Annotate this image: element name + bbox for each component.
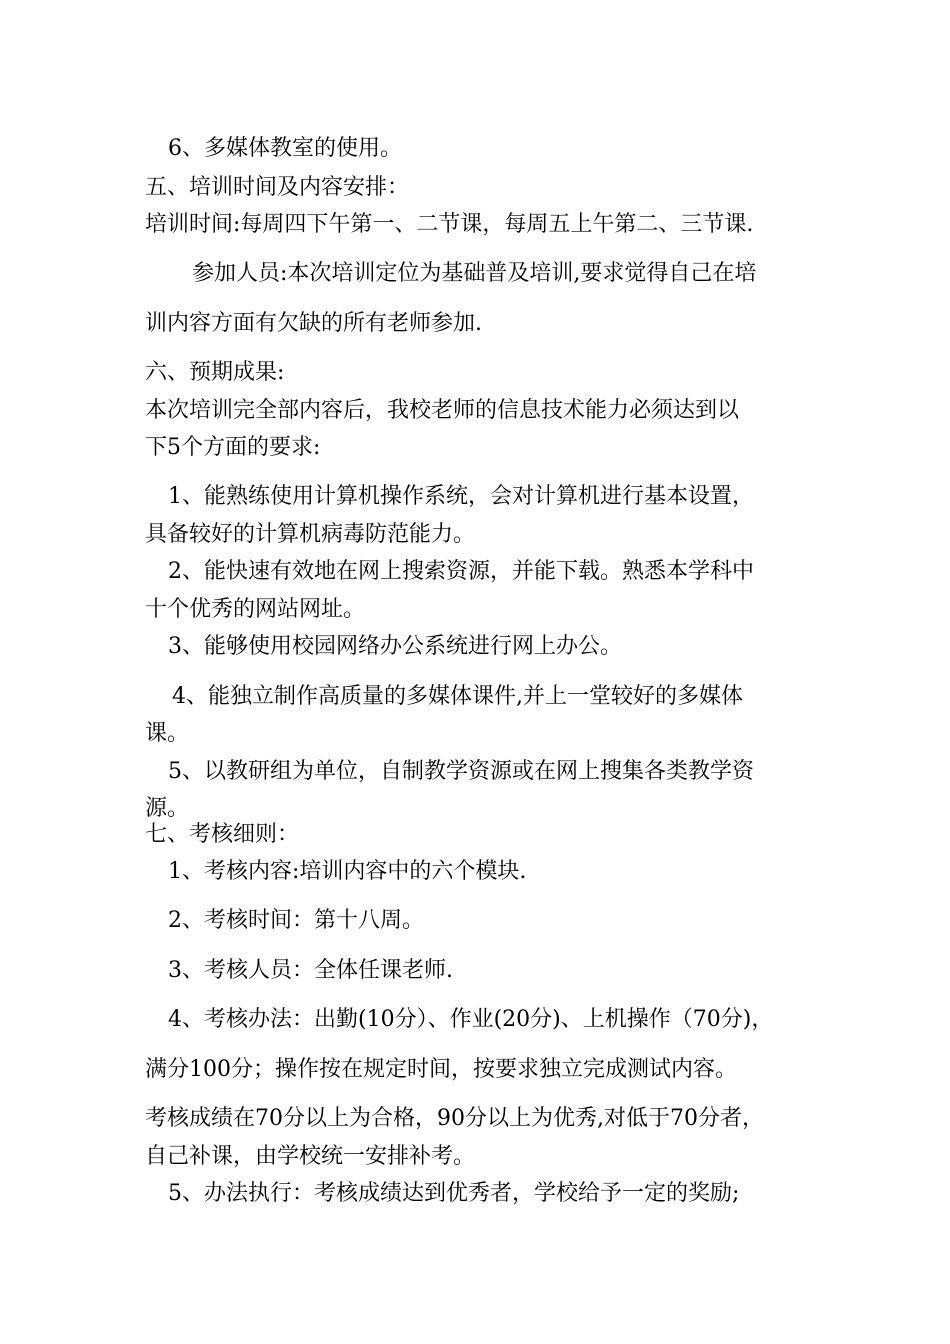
text-line: 课。 xyxy=(145,721,190,746)
text-line: 自己补课，由学校统一安排补考。 xyxy=(145,1144,476,1169)
text-line: 十个优秀的网站网址。 xyxy=(145,597,366,622)
text-line: 6、多媒体教室的使用。 xyxy=(168,136,402,161)
text-line: 源。 xyxy=(145,796,190,821)
list-item: 5、办法执行：考核成绩达到优秀者，学校给予一定的奖励; xyxy=(168,1181,740,1206)
list-item: 3、能够使用校园网络办公系统进行网上办公。 xyxy=(168,634,622,659)
list-item: 2、考核时间：第十八周。 xyxy=(168,908,424,933)
text-line: 培训时间:每周四下午第一、二节课，每周五上午第二、三节课. xyxy=(145,212,754,237)
list-item: 2、能快速有效地在网上搜索资源，并能下载。熟悉本学科中 xyxy=(168,559,754,584)
list-item: 3、考核人员：全体任课老师. xyxy=(168,958,453,983)
text-line: 具备较好的计算机病毒防范能力。 xyxy=(145,522,476,547)
section-heading: 七、考核细则： xyxy=(145,822,300,847)
list-item: 5、以教研组为单位，自制教学资源或在网上搜集各类教学资 xyxy=(168,759,754,784)
text-line: 满分100分；操作按在规定时间，按要求独立完成测试内容。 xyxy=(145,1057,737,1082)
text-line: 训内容方面有欠缺的所有老师参加. xyxy=(145,311,482,336)
text-line: 考核成绩在70分以上为合格，90分以上为优秀,对低于70分者， xyxy=(145,1106,764,1131)
section-heading: 五、培训时间及内容安排： xyxy=(145,175,410,200)
list-item: 1、考核内容:培训内容中的六个模块. xyxy=(168,859,527,884)
text-line: 下5个方面的要求: xyxy=(145,435,321,460)
text-line: 参加人员:本次培训定位为基础普及培训,要求觉得自己在培 xyxy=(192,261,757,286)
list-item: 4、考核办法：出勤(10分）、作业(20分)、上机操作（70分)， xyxy=(168,1007,774,1032)
list-item: 1、能熟练使用计算机操作系统，会对计算机进行基本设置， xyxy=(168,484,754,509)
text-line: 本次培训完全部内容后，我校老师的信息技术能力必须达到以 xyxy=(145,398,740,423)
list-item: 4、能独立制作高质量的多媒体课件,并上一堂较好的多媒体 xyxy=(172,684,743,709)
section-heading: 六、预期成果: xyxy=(145,360,285,385)
